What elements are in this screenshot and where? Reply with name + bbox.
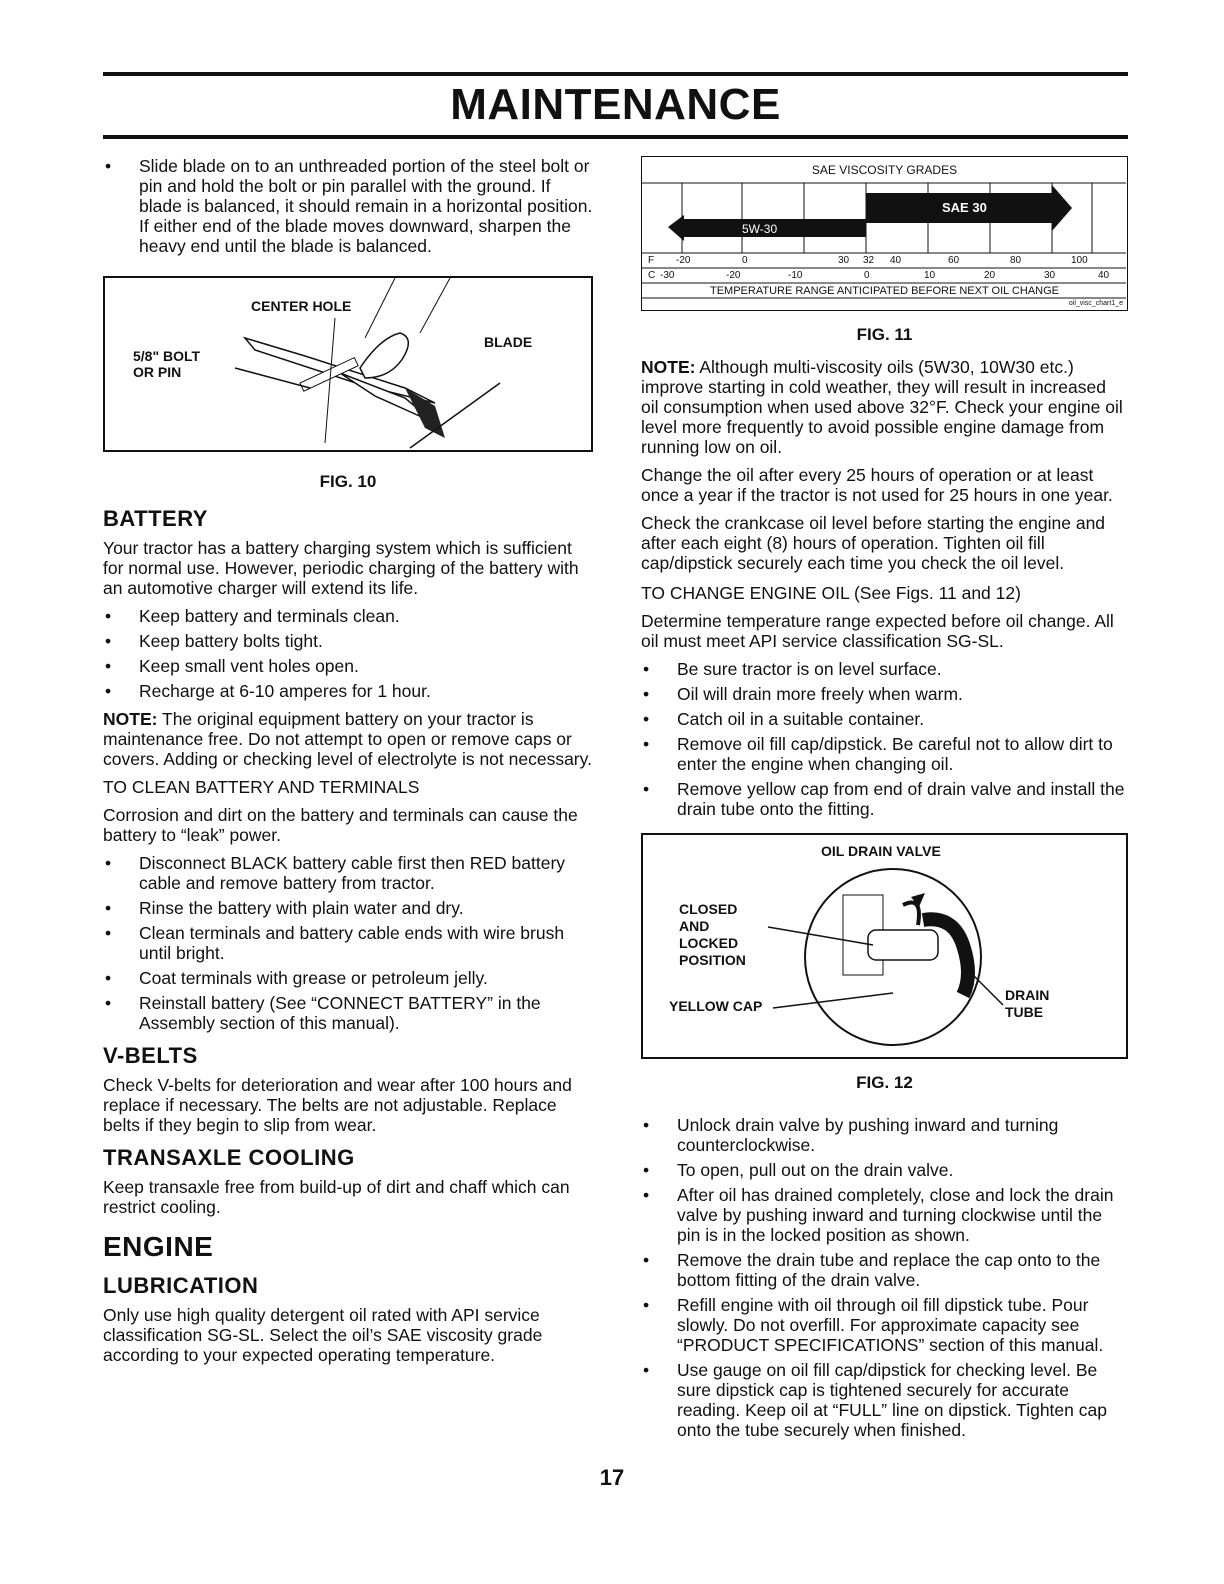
list-item: • Coat terminals with grease or petroleum jelly. <box>103 968 593 988</box>
intro-bullets <box>103 156 593 256</box>
change-oil-bullets <box>641 659 1128 819</box>
transaxle-heading: TRANSAXLE COOLING <box>103 1145 355 1170</box>
f-tick: 100 <box>1071 255 1088 266</box>
f-tick: 60 <box>948 255 960 266</box>
f-label: F <box>648 255 655 266</box>
c-tick: 0 <box>864 270 870 281</box>
list-item: • Slide blade on to an unthreaded portion of the steel bolt or pin and hold the bolt or pin parallel with the ground. If blade is balanced, it should remain in a horizontal position. If either end of the blade moves downward, sharpen the heavy end until the blade is balanced. <box>103 156 593 256</box>
chart-code: oil_visc_chart1_e <box>1068 300 1123 307</box>
oil-change-paragraph: Change the oil after every 25 hours of operation or at least once a year if the tractor is not used for 25 hours in one year. <box>641 465 1113 505</box>
c-row <box>648 270 1118 282</box>
note-label: NOTE: <box>641 357 696 377</box>
fig11-caption: FIG. 11 <box>856 325 913 344</box>
label-yellow-cap: YELLOW CAP <box>669 998 763 1014</box>
label-position: POSITION <box>679 952 746 968</box>
label-closed: CLOSED <box>679 901 738 917</box>
page-title: MAINTENANCE <box>450 80 781 129</box>
vbelts-heading: V-BELTS <box>103 1043 198 1068</box>
list-item: • After oil has drained completely, close and lock the drain valve by pushing inward and turning clockwise until the pin is in the locked position as shown. <box>641 1185 1128 1245</box>
right-column <box>641 156 1128 1448</box>
battery-heading: BATTERY <box>103 506 208 531</box>
list-item: • Clean terminals and battery cable ends with wire brush until bright. <box>103 923 593 963</box>
chart-title: SAE VISCOSITY GRADES <box>811 163 958 177</box>
change-oil-heading: TO CHANGE ENGINE OIL (See Figs. 11 and 12) <box>641 583 1021 603</box>
list-item: • Use gauge on oil fill cap/dipstick for checking level. Be sure dipstick cap is tightened securely for accurate reading. Keep oil at “FULL” line on dipstick. Tighten cap onto the tube securely when finished. <box>641 1360 1128 1440</box>
c-tick: 20 <box>984 270 996 281</box>
f-tick: -20 <box>676 255 691 266</box>
label-oil-drain-valve: OIL DRAIN VALVE <box>821 843 941 859</box>
note-label: NOTE: <box>103 709 158 729</box>
label-bolt-1: 5/8" BOLT <box>133 348 201 364</box>
c-label: C <box>648 270 656 281</box>
f-tick: 0 <box>742 255 748 266</box>
fig10-caption: FIG. 10 <box>319 472 377 491</box>
list-item: • To open, pull out on the drain valve. <box>641 1160 1128 1180</box>
f-row <box>648 255 1118 267</box>
drain-bullets <box>641 1115 1128 1440</box>
list-item: • Disconnect BLACK battery cable first then RED battery cable and remove battery from tractor. <box>103 853 593 893</box>
label-tube: TUBE <box>1005 1004 1044 1020</box>
oil-note <box>641 357 1128 457</box>
c-tick: -20 <box>726 270 741 281</box>
label-blade: BLADE <box>484 334 533 350</box>
list-item: • Refill engine with oil through oil fill dipstick tube. Pour slowly. Do not overfill. For approximate capacity see “PRODUCT SPECIFICATIONS” section of this manual. <box>641 1295 1128 1355</box>
clean-battery-heading: TO CLEAN BATTERY AND TERMINALS <box>103 777 420 797</box>
clean-battery-bullets <box>103 853 593 1033</box>
fig12-caption: FIG. 12 <box>856 1073 913 1092</box>
note-text: Although multi-viscosity oils (5W30, 10W30 etc.) improve starting in cold weather, they will result in increased oil consumption when used above 32°F. Check your engine oil level more frequently to avoid possible engine damage from running low on oil. <box>641 357 1123 457</box>
lubrication-paragraph: Only use high quality detergent oil rated with API service classification SG-SL. Select the oil’s SAE viscosity grade according to your expected operating temperature. <box>103 1305 543 1365</box>
sae30-label: SAE 30 <box>942 200 987 215</box>
transaxle-paragraph: Keep transaxle free from build-up of dirt and chaff which can restrict cooling. <box>103 1177 570 1217</box>
list-item: • Keep battery bolts tight. <box>103 631 593 651</box>
list-item: • Unlock drain valve by pushing inward and turning counterclockwise. <box>641 1115 1128 1155</box>
left-column <box>103 156 593 1373</box>
label-bolt-2: OR PIN <box>133 364 182 380</box>
top-rule <box>103 72 1128 76</box>
list-item: • Remove yellow cap from end of drain valve and install the drain tube onto the fitting. <box>641 779 1128 819</box>
note-text: The original equipment battery on your tractor is maintenance free. Do not attempt to open or remove caps or covers. Adding or checking level of electrolyte is not necessary. <box>103 709 592 769</box>
list-item: • Recharge at 6-10 amperes for 1 hour. <box>103 681 593 701</box>
fig10-figure <box>103 276 593 452</box>
label-locked: LOCKED <box>679 935 739 951</box>
viscosity-chart <box>641 156 1128 311</box>
label-center-hole: CENTER HOLE <box>251 298 352 314</box>
c-tick: 40 <box>1098 270 1110 281</box>
clean-battery-paragraph: Corrosion and dirt on the battery and terminals can cause the battery to “leak” power. <box>103 805 578 845</box>
list-item: • Reinstall battery (See “CONNECT BATTERY” in the Assembly section of this manual). <box>103 993 593 1033</box>
f-tick: 40 <box>890 255 902 266</box>
list-item: • Catch oil in a suitable container. <box>641 709 1128 729</box>
temperature-range-label: TEMPERATURE RANGE ANTICIPATED BEFORE NEXT OIL CHANGE <box>710 285 1059 297</box>
battery-note <box>103 709 593 769</box>
f-tick: 80 <box>1010 255 1022 266</box>
battery-paragraph: Your tractor has a battery charging system which is sufficient for normal use. However, periodic charging of the battery with an automotive charger will extend its life. <box>103 538 579 598</box>
engine-heading: ENGINE <box>103 1231 214 1262</box>
title-rule <box>103 135 1128 139</box>
vbelts-paragraph: Check V-belts for deterioration and wear after 100 hours and replace if necessary. The belts are not adjustable. Replace belts if they begin to slip from wear. <box>103 1075 572 1135</box>
list-item: • Be sure tractor is on level surface. <box>641 659 1128 679</box>
label-drain: DRAIN <box>1005 987 1050 1003</box>
f-tick: 32 <box>863 255 875 266</box>
f-tick: 30 <box>838 255 850 266</box>
lubrication-heading: LUBRICATION <box>103 1273 259 1298</box>
c-tick: 30 <box>1044 270 1056 281</box>
c-tick: -30 <box>660 270 675 281</box>
battery-bullets <box>103 606 593 701</box>
fig12-figure <box>641 833 1128 1059</box>
list-item: • Remove the drain tube and replace the cap onto to the bottom fitting of the drain valve. <box>641 1250 1128 1290</box>
c-tick: 10 <box>924 270 936 281</box>
list-item: • Keep small vent holes open. <box>103 656 593 676</box>
oil-check-paragraph: Check the crankcase oil level before starting the engine and after each eight (8) hours of operation. Tighten oil fill cap/dipstick securely each time you check the oil level. <box>641 513 1106 573</box>
c-tick: -10 <box>788 270 803 281</box>
change-oil-paragraph: Determine temperature range expected before oil change. All oil must meet API service classification SG-SL. <box>641 611 1114 651</box>
list-item: • Keep battery and terminals clean. <box>103 606 593 626</box>
list-item: • Rinse the battery with plain water and dry. <box>103 898 593 918</box>
page-number: 17 <box>599 1465 625 1490</box>
label-and: AND <box>679 918 710 934</box>
5w30-label: 5W-30 <box>742 222 778 236</box>
list-item: • Remove oil fill cap/dipstick. Be careful not to allow dirt to enter the engine when changing oil. <box>641 734 1128 774</box>
list-item: • Oil will drain more freely when warm. <box>641 684 1128 704</box>
